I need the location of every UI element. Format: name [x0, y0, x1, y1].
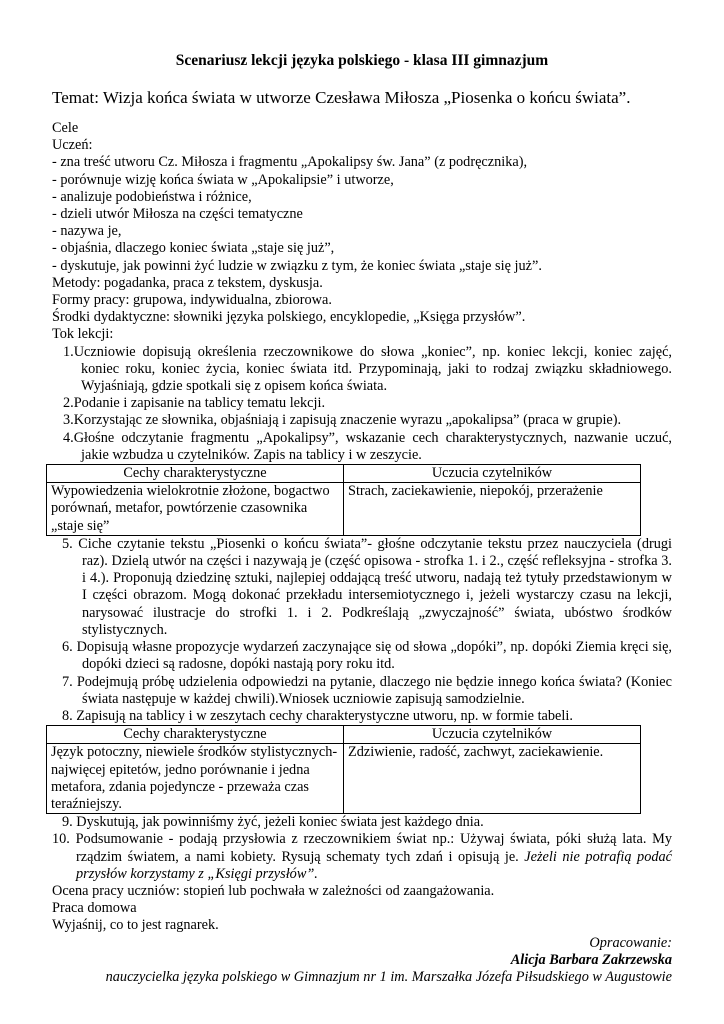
lesson-topic: Temat: Wizja końca świata w utworze Czesława Miłosza „Piosenka o końcu świata”. — [52, 88, 631, 107]
goal-item: - porównuje wizję końca świata w „Apokalipsie” i utworze, — [52, 171, 394, 188]
table-header: Uczucia czytelników — [344, 726, 641, 744]
homework-heading: Praca domowa — [52, 900, 137, 917]
course-heading: Tok lekcji: — [52, 326, 114, 343]
table-header: Cechy charakterystyczne — [47, 726, 344, 744]
homework-line: Wyjaśnij, co to jest ragnarek. — [52, 917, 219, 934]
document-body — [52, 120, 672, 986]
lesson-step-summary — [52, 831, 672, 883]
goal-item: - objaśnia, dlaczego koniec świata „staje się już”, — [52, 240, 335, 257]
student-heading: Uczeń: — [52, 137, 93, 154]
table-cell: Język potoczny, niewiele środków stylistycznych- najwięcej epitetów, jedno porównanie i jedna metafora, zdania pojedyncze - przeważa czas teraźniejszy. — [47, 744, 344, 814]
methods-line: Metody: pogadanka, praca z tekstem, dyskusja. — [52, 274, 323, 291]
goal-item: - zna treść utworu Cz. Miłosza i fragmentu „Apokalipsy św. Jana” (z podręcznika), — [52, 154, 528, 171]
table-cell: Zdziwienie, radość, zachwyt, zaciekawienie. — [344, 744, 641, 814]
forms-line: Formy pracy: grupowa, indywidualna, zbiorowa. — [52, 292, 332, 309]
author-name: Alicja Barbara Zakrzewska — [510, 951, 672, 968]
goal-item: - dzieli utwór Miłosza na części tematyczne — [52, 206, 303, 223]
table-header: Cechy charakterystyczne — [47, 465, 344, 483]
goal-item: - analizuje podobieństwa i różnice, — [52, 188, 252, 205]
lesson-step: 8. Zapisują na tablicy i w zeszytach cechy charakterystyczne utworu, np. w formie tabeli. — [62, 707, 573, 724]
signature-label: Opracowanie: — [589, 934, 672, 951]
author-role: nauczycielka języka polskiego w Gimnazjum nr 1 im. Marszałka Józefa Piłsudskiego w Augustowie — [105, 968, 672, 985]
goal-item: - dyskutuje, jak powinni żyć ludzie w związku z tym, że koniec świata „staje się już”. — [52, 257, 542, 274]
summary-note: Jeżeli nie potrafią podać przysłów korzystamy z „Księgi przysłów”. — [76, 848, 672, 882]
lesson-step: 9. Dyskutują, jak powinniśmy żyć, jeżeli koniec świata jest każdego dnia. — [62, 814, 484, 831]
table-cell: Wypowiedzenia wielokrotnie złożone, bogactwo porównań, metafor, powtórzenie czasownika „staje się” — [47, 483, 344, 536]
table-cell: Strach, zaciekawienie, niepokój, przerażenie — [344, 483, 641, 536]
lesson-step: 1.Uczniowie dopisują określenia rzeczownikowe do słowa „koniec”, np. koniec lekcji, koniec zajęć, koniec roku, koniec życia, koniec świata itd. Przypominają, jaki to rodzaj związku składniowego. Wyjaśniają, gdzie spotkali się z opisem końca świata. — [63, 343, 672, 395]
assessment-line: Ocena pracy uczniów: stopień lub pochwała w zależności od zaangażowania. — [52, 882, 495, 899]
lesson-step: 5. Ciche czytanie tekstu „Piosenki o końcu świata”- głośne odczytanie tekstu przez nauczyciela (drugi raz). Dzielą utwór na części i nazywają je (część opisowa - strofka 1. i 2., część refleksyjna - strofka 3. i 4.). Proponują dziedzinę sztuki, najlepiej oddającą treść utworu, nadają też tytuły przedstawionym w I części obrazom. Mogą dokonać przekładu intersemiotycznego i, jeżeli wystarczy czasu na lekcji, narysować ilustracje do strofki 1. i 2. Podkreślają „zwyczajność” świata, ubóstwo środków stylistycznych. — [62, 535, 672, 638]
table-header: Uczucia czytelników — [344, 465, 641, 483]
goals-heading: Cele — [52, 120, 79, 136]
goal-item: - nazywa je, — [52, 223, 122, 240]
features-table-poem — [46, 725, 641, 814]
lesson-step: 6. Dopisują własne propozycje wydarzeń zaczynające się od słowa „dopóki”, np. dopóki Ziemia kręci się, dopóki dzieci są radosne, dopóki nastają pory roku itd. — [62, 639, 672, 673]
lesson-step: 2.Podanie i zapisanie na tablicy tematu lekcji. — [63, 395, 326, 412]
features-table-apocalypse — [46, 464, 641, 536]
document-title: Scenariusz lekcji języka polskiego - klasa III gimnazjum — [175, 52, 549, 69]
aids-line: Środki dydaktyczne: słowniki języka polskiego, encyklopedie, „Księga przysłów”. — [52, 309, 526, 326]
lesson-step: 7. Podejmują próbę udzielenia odpowiedzi na pytanie, dlaczego nie będzie innego końca świata? (Koniec świata następuje w każdej chwili).Wniosek uczniowie zapisują samodzielnie. — [62, 673, 672, 707]
lesson-step: 3.Korzystając ze słownika, objaśniają i zapisują znaczenie wyrazu „apokalipsa” (praca w grupie). — [63, 412, 622, 429]
summary-text: 10. Podsumowanie - podają przysłowia z rzeczownikiem świat np.: Używaj świata, póki służą lata. My rządzim światem, a nami kobiety. Rysują schematy tych zdań i opisują je. — [52, 831, 672, 865]
lesson-step: 4.Głośne odczytanie fragmentu „Apokalipsy”, wskazanie cech charakterystycznych, nazwanie uczuć, jakie wzbudza u czytelników. Zapis na tablicy i w zeszycie. — [63, 429, 672, 463]
